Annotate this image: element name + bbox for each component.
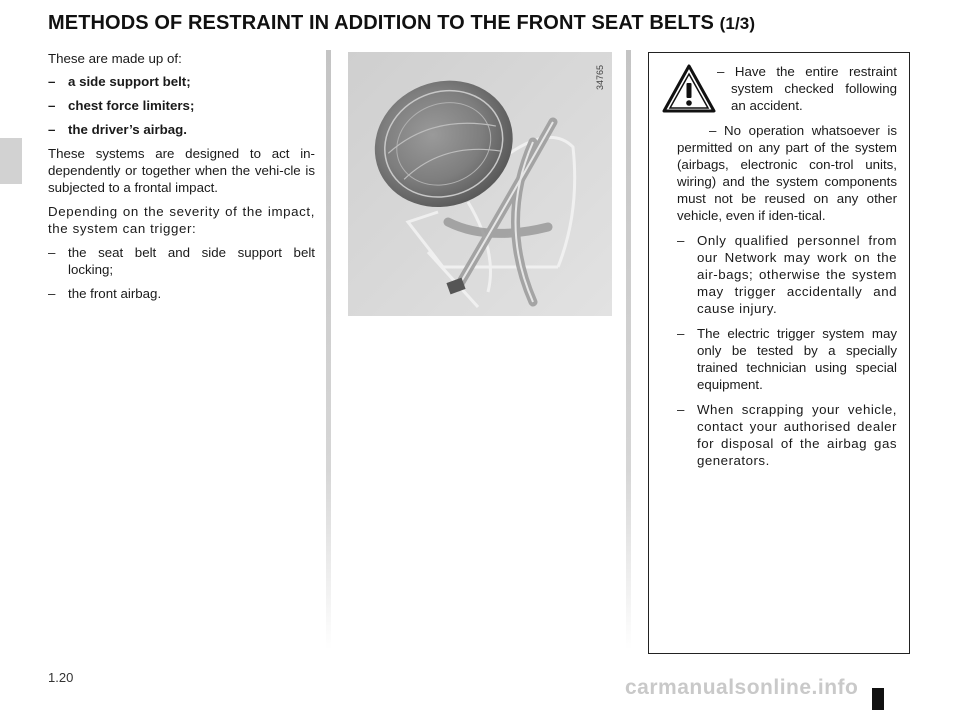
page-number: 1.20 [48,670,74,685]
figure-reference-number: 34765 [595,64,605,90]
warning-electric-trigger: – The electric trigger system may only be tested by a specially trained technician using special equipment. [677,326,897,392]
column-divider [326,50,331,650]
severity-paragraph: Depending on the severity of the impact, the system can trigger: [48,204,315,236]
warning-triangle-icon [661,63,717,115]
left-column [48,50,315,309]
trigger-item: – the front airbag. [48,286,162,301]
site-watermark: carmanualsonline.info [625,676,859,699]
airbag-seatbelt-drawing [348,52,612,316]
design-paragraph: These systems are designed to act in-dependently or together when the vehi-cle is subjected to a frontal impact. [48,146,315,195]
airbag-seatbelt-illustration [348,52,612,316]
component-item: – a side support belt; [48,74,191,89]
warning-qualified-personnel: – Only qualified personnel from our Network may work on the air-bags; otherwise the system may trigger accidentally and cause injury. [677,233,897,316]
trigger-item: – the seat belt and side support belt locking; [48,245,315,277]
page-title-text: METHODS OF RESTRAINT IN ADDITION TO THE FRONT SEAT BELTS [48,12,714,34]
column-divider [626,50,631,650]
warning-scrapping-vehicle: – When scrapping your vehicle, contact your authorised dealer for disposal of the airbag gas generators. [677,402,897,468]
component-item: – chest force limiters; [48,98,195,113]
component-item: – the driver’s airbag. [48,122,187,137]
page-corner-mark [872,688,884,710]
intro-text: These are made up of: [48,51,182,66]
warning-no-operation: – No operation whatsoever is permitted on any part of the system (airbags, electronic con-trol units, wiring) and the system components must not be reused on any other vehicle, even if iden-tical. [677,123,897,223]
section-tab-marker [0,138,22,184]
warning-check-after-accident: – Have the entire restraint system checked following an accident. [717,64,897,113]
page-title [48,12,928,35]
warning-box [648,52,910,654]
page-part-indicator: (1/3) [719,14,756,33]
